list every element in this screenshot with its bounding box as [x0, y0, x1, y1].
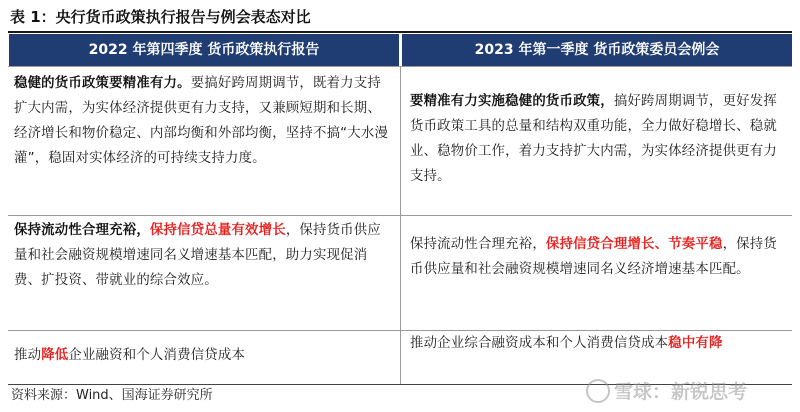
header-left: 2022 年第四季度 货币政策执行报告 [9, 34, 399, 66]
row-rule-1 [8, 215, 792, 216]
row-3-left-seg-2: 企业融资和个人消费信贷成本 [68, 348, 246, 363]
row-1-left-seg-1: 要搞好跨周期调节，既着力支持扩大内需，为实体经济提供更有力支持，又兼顾短期和长期、经济增长和物价稳定、内部均衡和外部均衡，坚持不搞“大水漫灌”，稳固对实体经济的可持续支持力度。 [14, 76, 389, 166]
snowball-logo-icon [586, 379, 610, 403]
row-3-right-cell [410, 331, 786, 356]
row-1-right-seg-1: 搞好跨周期调节，更好发挥货币政策工具的总量和结构双重功能，全力做好稳增长、稳就业、稳物价工作，着力支持扩大内需，为实体经济提供更有力支持。 [410, 94, 777, 184]
row-3-left-seg-1: 降低 [41, 348, 69, 363]
source-note: 资料来源：Wind、国海证券研究所 [11, 388, 213, 403]
row-2-left-seg-2: ，保持货币供应量和社会融资规模增速同名义增速基本匹配，助力实现促消费、扩投资、带就业的综合效应。 [14, 223, 381, 288]
row-2-right-seg-2: ，保持货币供应量和社会融资规模增速同名义经济增速基本匹配。 [410, 237, 777, 277]
row-1-left-cell [14, 71, 394, 171]
row-2-right-seg-0: 保持流动性合理充裕， [410, 237, 546, 252]
column-divider [400, 66, 401, 384]
row-3-right-seg-0: 推动企业综合融资成本和个人消费信贷成本 [410, 336, 669, 351]
title-rule [8, 31, 792, 33]
row-3-right-seg-1: 稳中有降 [668, 336, 723, 351]
row-2-left-cell [14, 218, 394, 293]
row-2-left-seg-1: 保持信贷总量有效增长 [149, 223, 286, 238]
row-2-right-seg-1: 保持信贷合理增长、节奏平稳 [545, 237, 723, 252]
watermark-text: 雪球：新锐思考 [614, 381, 748, 403]
row-rule-top [8, 66, 792, 67]
row-1-right-cell [410, 89, 786, 189]
row-3-left-cell [14, 343, 394, 368]
row-1-left-seg-0: 稳健的货币政策要精准有力。 [14, 76, 191, 91]
header-right: 2023 年第一季度 货币政策委员会例会 [402, 34, 792, 66]
row-3-left-seg-0: 推动 [14, 348, 42, 363]
row-2-left-seg-0: 保持流动性合理充裕， [14, 223, 150, 238]
row-2-right-cell [410, 232, 786, 282]
row-1-right-seg-0: 要精准有力实施稳健的货币政策， [410, 94, 614, 109]
table-title: 表 1：央行货币政策执行报告与例会表态对比 [10, 8, 311, 26]
watermark [586, 376, 747, 408]
